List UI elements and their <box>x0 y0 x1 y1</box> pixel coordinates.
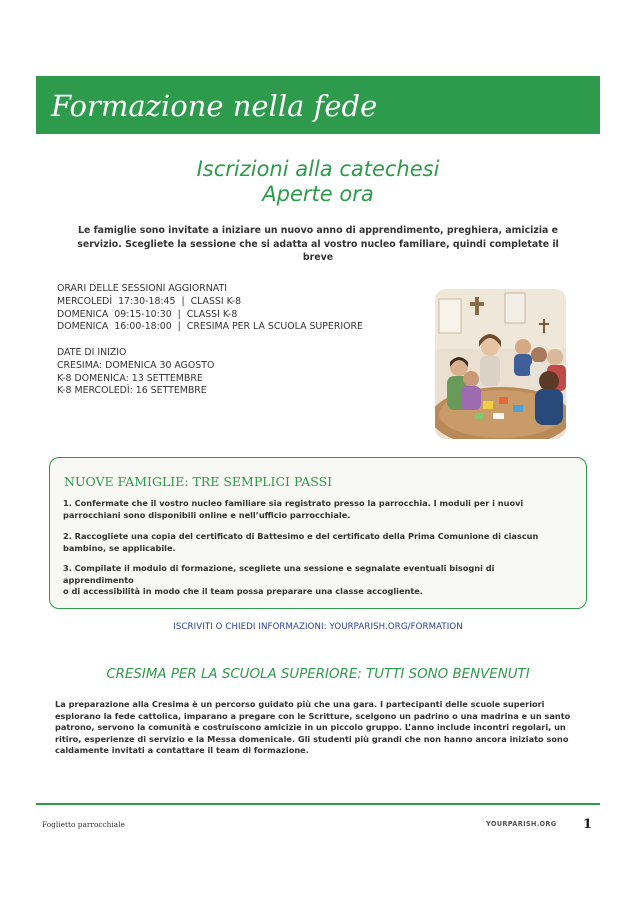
page-title: Formazione nella fede <box>51 89 378 123</box>
footer-publication: Foglietto parrocchiale <box>42 820 125 829</box>
schedule-section <box>57 283 417 398</box>
classroom-photo <box>435 289 566 439</box>
schedule-session: DOMENICA 09:15-10:30 | CLASSI K-8 <box>57 308 238 320</box>
schedule-session: DOMENICA 16:00-18:00 | CRESIMA PER LA SCUOLA SUPERIORE <box>57 321 363 333</box>
headline-line-2: Aperte ora <box>262 182 374 206</box>
start-dates-heading: DATE DI INIZIO <box>57 346 127 358</box>
intro-paragraph: Le famiglie sono invitate a iniziare un nuovo anno di apprendimento, preghiera, amicizia e servizio. Scegliete la sessione che si adatta al vostro nucleo familiare, quindi completate il breve <box>77 225 559 263</box>
new-families-box <box>49 457 587 609</box>
page-number: 1 <box>583 817 593 832</box>
confirmation-title: CRESIMA PER LA SCUOLA SUPERIORE: TUTTI SONO BENVENUTI <box>106 667 530 682</box>
schedule-session: MERCOLEDÌ 17:30-18:45 | CLASSI K-8 <box>57 295 242 307</box>
schedule-heading: ORARI DELLE SESSIONI AGGIORNATI <box>57 283 227 294</box>
footer-website-link[interactable]: YOURPARISH.ORG <box>486 820 557 828</box>
header-banner <box>36 76 600 134</box>
start-date: K-8 MERCOLEDÌ: 16 SETTEMBRE <box>57 385 207 397</box>
register-link[interactable]: ISCRIVITI O CHIEDI INFORMAZIONI: YOURPARISH.ORG/FORMATION <box>173 622 463 632</box>
step-item: 3. Compilate il modulo di formazione, scegliete una sessione e segnalate eventuali bisogni di apprendimento <box>63 563 495 585</box>
step-item: o di accessibilità in modo che il team possa preparare una classe accogliente. <box>63 586 423 596</box>
start-date: K-8 DOMENICA: 13 SETTEMBRE <box>57 372 203 384</box>
new-families-title: NUOVE FAMIGLIE: TRE SEMPLICI PASSI <box>64 474 333 489</box>
step-item: 1. Confermate che il vostro nucleo familiare sia registrato presso la parrocchia. I moduli per i nuovi parrocchiani sono disponibili online e nell’ufficio parrocchiale. <box>63 498 524 520</box>
start-date: CRESIMA: DOMENICA 30 AGOSTO <box>57 359 215 371</box>
footer-rule <box>36 803 600 805</box>
confirmation-paragraph: La preparazione alla Cresima è un percorso guidato più che una gara. I partecipanti delle scuole superiori esplorano la fede cattolica, imparano a pregare con le Scritture, scelgono un padrino o una madrina e un santo patrono, servono la comunità e costruiscono amicizie in un piccolo gruppo. L’anno include incontri regolari, un ritiro, esperienze di servizio e la Messa domenicale. Gli studenti più grandi che non hanno ancora iniziato sono caldamente invitati a contattare il team di formazione. <box>55 699 571 756</box>
headline-line-1: Iscrizioni alla catechesi <box>196 157 440 181</box>
step-item: 2. Raccogliete una copia del certificato di Battesimo e del certificato della Prima Comunione di ciascun bambino, se applicabile. <box>63 531 539 553</box>
